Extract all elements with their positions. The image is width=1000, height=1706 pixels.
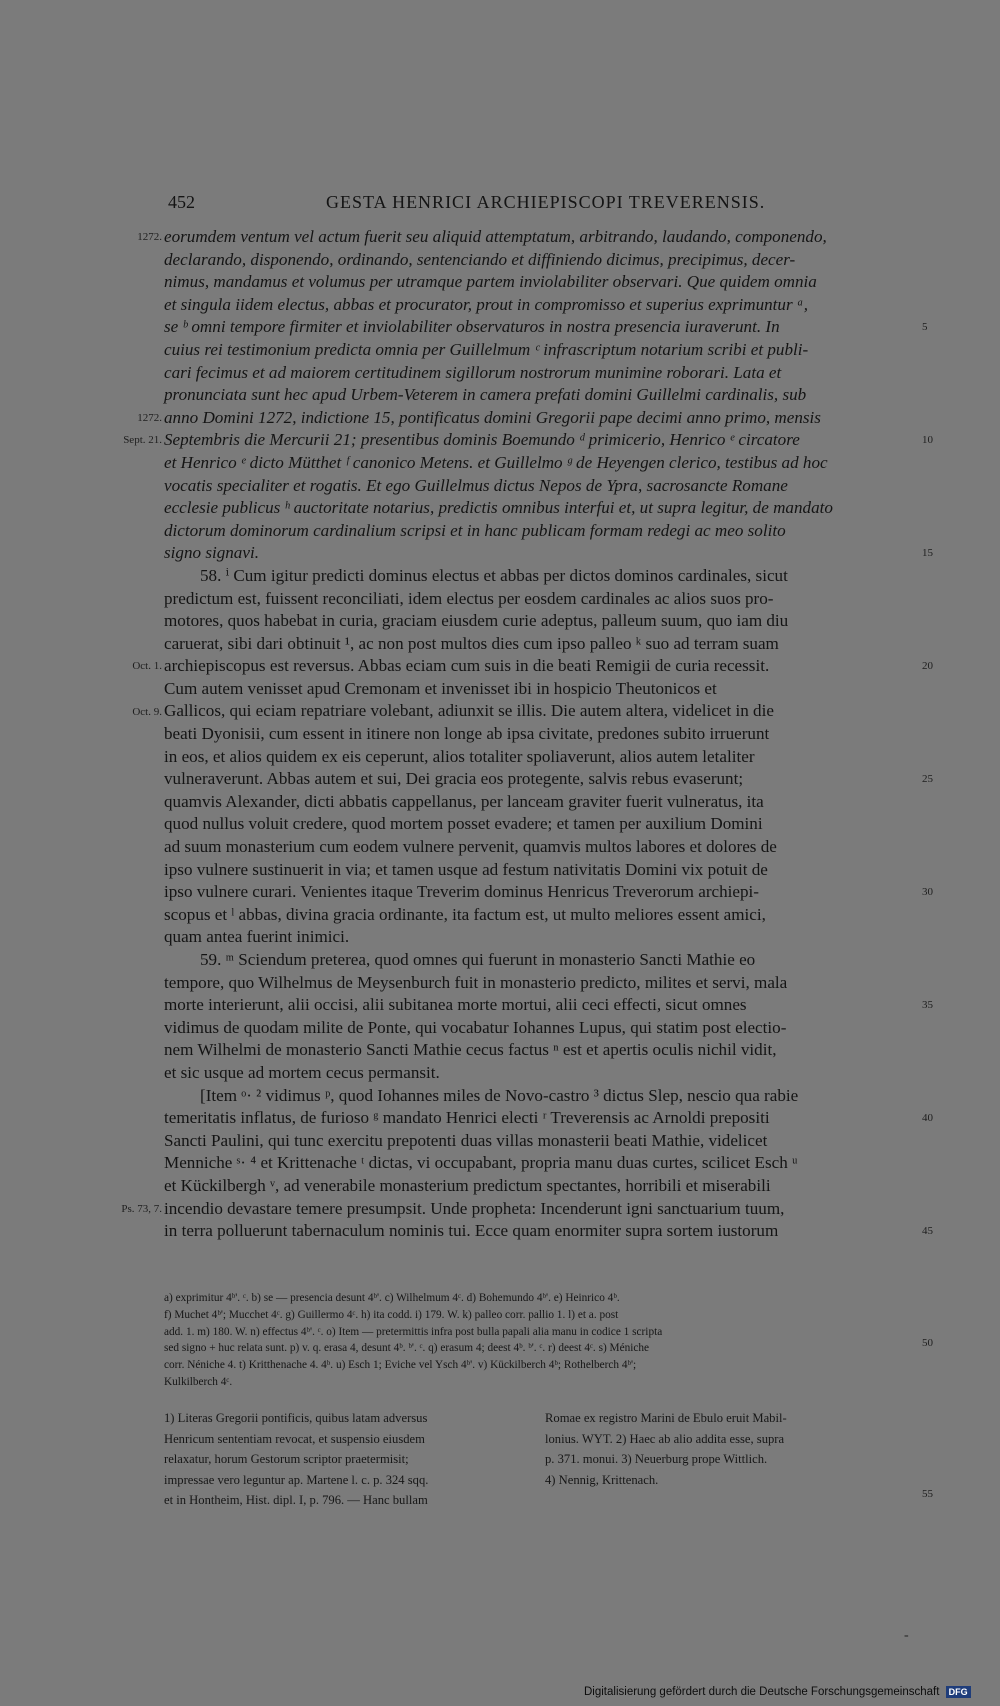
footnote-line: lonius. WYT. 2) Haec ab alio addita esse, supra: [545, 1431, 785, 1446]
footnotes-left-column: [164, 1408, 534, 1511]
text-line: ad suum monasterium cum eodem vulnere pervenit, quamvis multos labores et dolores de: [164, 837, 777, 857]
line-number: 35: [922, 999, 933, 1012]
line-number: 20: [922, 660, 933, 673]
line-number: 30: [922, 886, 933, 899]
text-line: morte interierunt, alii occisi, alii subitanea morte mortui, alii ceci effecti, sicut omnes: [164, 995, 747, 1015]
footnote-line: 4) Nennig, Krittenach.: [545, 1472, 659, 1487]
text-line: vulneraverunt. Abbas autem et sui, Dei gracia eos protegente, salvis rebus evaserunt;: [164, 769, 744, 789]
main-text: [164, 226, 916, 1243]
text-line: eorumdem ventum vel actum fuerit seu aliquid attemptatum, arbitrando, laudando, componendo,: [164, 227, 827, 246]
text-line: signo signavi.: [164, 543, 259, 563]
text-line: tempore, quo Wilhelmus de Meysenburch fuit in monasterio predicto, milites et servi, mala: [164, 972, 788, 992]
text-line: pronunciata sunt hec apud Urbem-Veterem in camera prefati domini Guillelmi cardinalis, sub: [164, 385, 807, 405]
margin-date: 1272.: [137, 411, 162, 424]
footnote-line: p. 371. monui. 3) Neuerburg prope Wittlich.: [545, 1452, 768, 1467]
text-line: et Kückilbergh ᵛ, ad venerabile monasterium predictum spectantes, horribili et miserabili: [164, 1175, 771, 1195]
footnote-line: Henricum sententiam revocat, et suspensio eiusdem: [164, 1431, 425, 1446]
running-head: GESTA HENRICI ARCHIEPISCOPI TREVERENSIS.: [326, 192, 766, 212]
line-number: 15: [922, 547, 933, 560]
apparatus-line: f) Muchet 4ᵇ'; Mucchet 4ᶜ. g) Guillermo 4ᶜ. h) ita codd. i) 179. W. k) palleo corr. pallio 1. l) et a. post: [164, 1308, 619, 1321]
text-line: archiepiscopus est reversus. Abbas eciam cum suis in die beati Remigii de curia recessit.: [164, 656, 770, 676]
text-line: nimus, mandamus et volumus per utramque partem inviolabiliter observari. Que quidem omnia: [164, 272, 817, 292]
margin-date: Oct. 9.: [132, 705, 162, 718]
apparatus-line: a) exprimitur 4ᵇ'. ᶜ. b) se — presencia desunt 4ᵇ'. c) Wilhelmum 4ᶜ. d) Bohemundo 4ᵇ'. e) Heinrico 4ᵇ.: [164, 1292, 620, 1304]
text-line: Gallicos, qui eciam repatriare volebant, adiunxit se illis. Die autem altera, videlicet in die: [164, 701, 774, 721]
text-line: predictum est, fuissent reconciliati, idem electus per eosdem cardinales ac alios suos pro-: [164, 588, 774, 608]
apparatus-line: add. 1. m) 180. W. n) effectus 4ᵇ'. ᶜ. o) Item — pretermittis infra post bulla papali alia manu in codice 1 scripta: [164, 1325, 663, 1338]
text-line: et sic usque ad mortem cecus permansit.: [164, 1062, 440, 1082]
margin-date: Oct. 1.: [132, 660, 162, 673]
footnote-line: Romae ex registro Marini de Ebulo eruit Mabil-: [545, 1411, 787, 1425]
apparatus-line: sed signo + huc relata sunt. p) v. q. erasa 4, desunt 4ᵇ. ᵇ'. ᶜ. q) erasum 4; deest 4ᵇ. ᵇ'. ᶜ. r) deest 4ᶜ. s) Méniche: [164, 1342, 650, 1355]
text-line: quod nullus voluit credere, quod mortem posset evadere; et tamen per auxilium Domini: [164, 814, 763, 834]
apparatus-line: Kulkilberch 4ᶜ.: [164, 1375, 233, 1388]
text-line: Menniche ˢ· ⁴ et Krittenache ᵗ dictas, vi occupabant, propria manu duas curtes, scilicet Esch ᵘ: [164, 1153, 798, 1173]
text-line: motores, quos habebat in curia, graciam eiusdem curie adeptus, palleum suum, quo iam diu: [164, 611, 789, 631]
text-line: Cum autem venisset apud Cremonam et invenisset ibi in hospicio Theutonicos et: [164, 678, 717, 698]
line-number: 25: [922, 773, 933, 786]
text-line: quamvis Alexander, dicti abbatis cappellanus, per lanceam graviter fuerit vulneratus, ita: [164, 791, 764, 811]
text-line: Sancti Paulini, qui tunc exercitu prepotenti duas villas monasterii beati Mathie, videlicet: [164, 1130, 768, 1150]
text-line: anno Domini 1272, indictione 15, pontificatus domini Gregorii pape decimi anno primo, mensis: [164, 407, 821, 427]
line-number: 10: [922, 434, 933, 447]
margin-date: Ps. 73, 7.: [121, 1202, 162, 1215]
line-number: 5: [922, 321, 928, 334]
footnote-line: 1) Literas Gregorii pontificis, quibus latam adversus: [164, 1411, 428, 1425]
dfg-logo: DFG: [946, 1686, 971, 1698]
text-line: 59. ᵐ Sciendum preterea, quod omnes qui fuerunt in monasterio Sancti Mathie eo: [200, 950, 756, 969]
text-line: vocatis specialiter et rogatis. Et ego Guillelmus dictus Nepos de Ypra, sacrosancte Romane: [164, 475, 788, 495]
text-line: cari fecimus et ad maiorem certitudinem sigillorum nostrorum munimine roborari. Lata et: [164, 362, 782, 382]
footnote-line: et in Hontheim, Hist. dipl. I, p. 796. — Hanc bullam: [164, 1493, 428, 1508]
page-number: 452: [168, 192, 195, 212]
text-line: caruerat, sibi dari obtinuit ¹, ac non post multos dies cum ipso palleo ᵏ suo ad terram suam: [164, 633, 779, 653]
text-line: et Henrico ᵉ dicto Mütthet ᶠ canonico Metens. et Guillelmo ᵍ de Heyengen clerico, testibus ad hoc: [164, 452, 828, 472]
text-line: [Item ᵒ· ² vidimus ᵖ, quod Iohannes miles de Novo-castro ³ dictus Slep, nescio qua rabie: [200, 1085, 799, 1105]
critical-apparatus: [164, 1290, 916, 1391]
text-line: in terra polluerunt tabernaculum nominis tui. Ecce quam enormiter supra sortem iustorum: [164, 1221, 779, 1241]
apparatus-line: corr. Néniche 4. t) Kritthenache 4. 4ᵇ. u) Esch 1; Eviche vel Ysch 4ᵇ'. v) Kückilberch 4ᵇ; Rothelberch 4ᵇ';: [164, 1359, 637, 1372]
text-line: cuius rei testimonium predicta omnia per Guillelmum ᶜ infrascriptum notarium scribi et publi-: [164, 339, 809, 359]
text-line: nem Wilhelmi de monasterio Sancti Mathie cecus factus ⁿ est et apertis oculis nichil vidit,: [164, 1040, 777, 1060]
text-line: dictorum dominorum cardinalium scripsi et in hanc publicam formam redegi ac meo solito: [164, 520, 786, 540]
text-line: ipso vulnere curari. Venientes itaque Treverim dominus Henricus Treverorum archiepi-: [164, 882, 759, 902]
footnote-line: relaxatur, horum Gestorum scriptor praetermisit;: [164, 1452, 409, 1467]
line-number: 40: [922, 1112, 933, 1125]
text-line: et singula iidem electus, abbas et procurator, prout in compromisso et superius exprimuntur ᵃ,: [164, 294, 808, 314]
text-line: se ᵇ omni tempore firmiter et inviolabiliter observaturos in nostra presencia iuraverunt. In: [164, 317, 780, 337]
text-line: 58. ⁱ Cum igitur predicti dominus electus et abbas per dictos dominos cardinales, sicut: [200, 565, 788, 585]
text-line: beati Dyonisii, cum essent in itinere non longe ab ipsa civitate, predones subito irruerunt: [164, 724, 770, 744]
footnotes-right-column: [545, 1408, 917, 1490]
text-line: Septembris die Mercurii 21; presentibus dominis Boemundo ᵈ primicerio, Henrico ᵉ circatore: [164, 430, 800, 450]
text-line: ipso vulnere sustinuerit in via; et tamen usque ad festum nativitatis Domini vix potuit de: [164, 859, 768, 879]
credit-text: Digitalisierung gefördert durch die Deutsche Forschungsgemeinschaft: [584, 1686, 940, 1699]
apparatus-line-number: 50: [922, 1337, 933, 1349]
margin-date: 1272.: [137, 231, 162, 243]
text-line: quam antea fuerint inimici.: [164, 927, 350, 947]
margin-date: Sept. 21.: [123, 434, 162, 447]
text-line: ecclesie publicus ʰ auctoritate notarius, predictis omnibus interfui et, ut supra legitur, de mandato: [164, 498, 833, 518]
footnote-line: impressae vero leguntur ap. Martene l. c. p. 324 sqq.: [164, 1472, 429, 1487]
text-line: in eos, et alios quidem ex eis ceperunt, alios totaliter spoliaverunt, alios autem letaliter: [164, 746, 755, 766]
notes-line-number: 55: [922, 1488, 933, 1500]
digitization-credit: [584, 1686, 971, 1698]
stray-mark: -: [904, 1628, 909, 1643]
text-line: vidimus de quodam milite de Ponte, qui vocabatur Iohannes Lupus, qui statim post electio-: [164, 1017, 787, 1037]
text-line: temeritatis inflatus, de furioso ᵍ mandato Henrici electi ʳ Treverensis ac Arnoldi prepositi: [164, 1108, 770, 1128]
text-line: scopus et ˡ abbas, divina gracia ordinante, ita factum est, ut multo meliores essent amici,: [164, 904, 766, 924]
text-line: declarando, disponendo, ordinando, sentenciando et diffiniendo dicimus, precipimus, decer-: [164, 249, 796, 269]
line-number: 45: [922, 1225, 933, 1238]
page-header: [168, 192, 790, 216]
text-line: incendio devastare temere presumpsit. Unde propheta: Incenderunt igni sanctuarium tuum,: [164, 1198, 785, 1218]
